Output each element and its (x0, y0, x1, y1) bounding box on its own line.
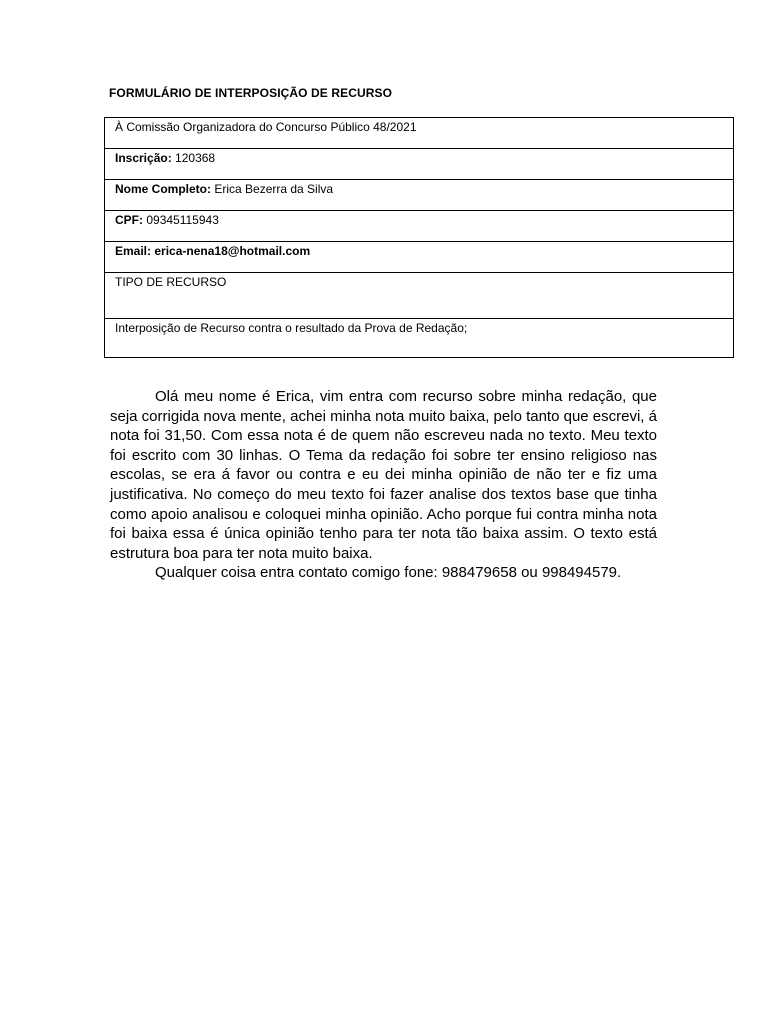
appeal-body (110, 387, 657, 583)
interposicao-row (105, 319, 733, 357)
email-value: erica-nena18@hotmail.com (154, 244, 311, 258)
tipo-recurso-row (105, 273, 733, 319)
email-label: Email: (115, 244, 152, 258)
recipient-text: À Comissão Organizadora do Concurso Público 48/2021 (115, 120, 417, 134)
nome-row (105, 180, 733, 211)
cpf-row (105, 211, 733, 242)
recipient-row (105, 118, 733, 149)
tipo-recurso-heading: TIPO DE RECURSO (115, 275, 227, 289)
appeal-paragraph: Olá meu nome é Erica, vim entra com recurso sobre minha redação, que seja corrigida nova mente, achei minha nota muito baixa, pelo tanto que escrevi, á nota foi 31,50. Com essa nota é de quem não escreveu nada no texto. Meu texto foi escrito com 30 linhas. O Tema da redação foi sobre ter ensino religioso nas escolas, se era á favor ou contra e eu dei minha opinião de não ter e fiz uma justificativa. No começo do meu texto foi fazer analise dos textos base que tinha como apoio analisou e coloquei minha opinião. Acho porque fui contra minha nota foi baixa essa é única opinião tenho para ter nota tão baixa assim. O texto está estrutura boa para ter nota muito baixa. (110, 388, 657, 562)
inscricao-label: Inscrição: (115, 151, 172, 165)
appeal-form-table (104, 117, 734, 358)
email-row (105, 242, 733, 273)
form-title: FORMULÁRIO DE INTERPOSIÇÃO DE RECURSO (109, 86, 393, 100)
inscricao-row (105, 149, 733, 180)
nome-value: Erica Bezerra da Silva (214, 182, 334, 196)
interposicao-text: Interposição de Recurso contra o resultado da Prova de Redação; (115, 321, 468, 335)
contact-paragraph: Qualquer coisa entra contato comigo fone: 988479658 ou 998494579. (155, 564, 622, 582)
nome-label: Nome Completo: (115, 182, 211, 196)
inscricao-value: 120368 (175, 151, 216, 165)
cpf-value: 09345115943 (146, 213, 219, 227)
cpf-label: CPF: (115, 213, 143, 227)
